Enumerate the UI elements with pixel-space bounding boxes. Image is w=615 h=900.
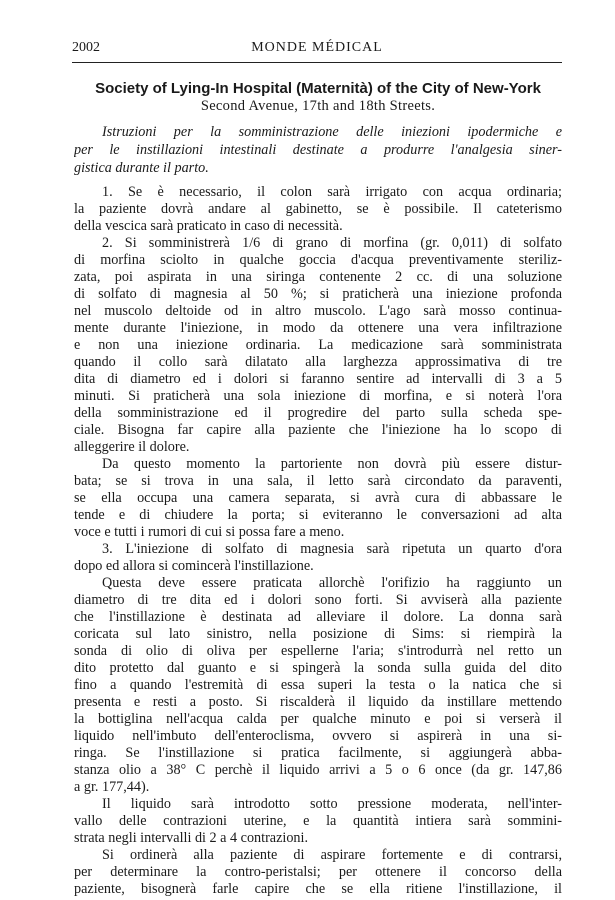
body-line: strata negli intervalli di 2 a 4 contrazioni. — [74, 830, 309, 846]
body-line: che l'instillazione è destinata ad alleviare il dolore. La donna sarà — [74, 609, 562, 625]
body-line: vallo delle contrazioni uterine, e la quantità intiera sarà sommini- — [74, 813, 562, 829]
body-line: dito protetto dal guanto e si spingerà la sonda sulla guida del dito — [74, 660, 562, 676]
body-line: ringa. Se l'instillazione si pratica facilmente, si aggiungerà abba- — [74, 745, 562, 761]
body-line: e non una iniezione ordinaria. La medicazione sarà somministrata — [74, 337, 562, 353]
body-line: minuti. Si praticherà una sola iniezione di morfina, e si noterà l'ora — [74, 388, 562, 404]
body-line: se ella occupa una camera separata, si avrà cura di abbassare le — [74, 490, 562, 506]
body-line: quando il collo sarà dilatato alla larghezza approssimativa di tre — [74, 354, 562, 370]
body-line: della somministrazione ed il progredire del parto sulla scheda spe- — [74, 405, 562, 421]
body-line: dopo ed allora si comincerà l'instillazione. — [74, 558, 314, 574]
body-line: 2. Si somministrerà 1/6 di grano di morfina (gr. 0,011) di solfato — [102, 235, 562, 251]
body-line: liquido nell'imbuto dell'enteroclisma, ovvero si aspirerà in una si- — [74, 728, 562, 744]
body-line: diametro di tre dita ed i dolori sono forti. Si avviserà alla paziente — [74, 592, 562, 608]
body-line: bata; se si trova in una sala, il letto sarà circondato da paraventi, — [74, 473, 562, 489]
article-title: Society of Lying-In Hospital (Maternità) of the City of New-York — [95, 80, 541, 97]
body-line: stanza olio a 38° C perchè il liquido arrivi a 5 o 6 once (da gr. 147,86 — [74, 762, 562, 778]
body-line: Questa deve essere praticata allorchè l'orifizio ha raggiunto un — [102, 575, 562, 591]
body-line: nel muscolo deltoide od in altro muscolo. L'ago sarà mosso continua- — [74, 303, 562, 319]
body-line: di solfato di magnesia al 50 %; si praticherà una iniezione profonda — [74, 286, 562, 302]
body-line: 1. Se è necessario, il colon sarà irrigato con acqua ordinaria; — [102, 184, 562, 200]
body-line: paziente, bisognerà farle capire che se ella ritiene l'instillazione, il — [74, 881, 562, 897]
body-line: la paziente dovrà andare al gabinetto, se è possibile. Il cateterismo — [74, 201, 562, 217]
body-line: Il liquido sarà introdotto sotto pressione moderata, nell'inter- — [102, 796, 562, 812]
body-line: zata, poi aspirata in una siringa contenente 2 cc. di una soluzione — [74, 269, 562, 285]
body-line: mente durante l'iniezione, in modo da ottenere una vera infiltrazione — [74, 320, 562, 336]
journal-title: MONDE MÉDICAL — [251, 40, 383, 55]
intro-line: per le instillazioni intestinali destinate a produrre l'analgesia siner- — [74, 142, 562, 158]
body-line: Si ordinerà alla paziente di aspirare fortemente e di contrarsi, — [102, 847, 562, 863]
body-line: fino a quando l'estremità di essa superi la testa o la natica che si — [74, 677, 562, 693]
body-line: alleggerire il dolore. — [74, 439, 190, 455]
body-line: dita di diametro ed i dolori si faranno sentire ad intervalli di 3 a 5 — [74, 371, 562, 387]
body-line: sonda di olio di oliva per espellerne l'aria; s'introdurrà nel retto un — [74, 643, 562, 659]
body-line: Da questo momento la partoriente non dovrà più essere distur- — [102, 456, 562, 472]
body-line: ciale. Bisogna far capire alla paziente che l'iniezione ha lo scopo di — [74, 422, 562, 438]
body-line: tende e di chiudere la porta; si eviteranno le conversazioni ad alta — [74, 507, 562, 523]
body-line: 3. L'iniezione di solfato di magnesia sarà ripetuta un quarto d'ora — [102, 541, 562, 557]
body-line: di morfina sciolto in qualche goccia d'acqua preventivamente steriliz- — [74, 252, 562, 268]
body-line: coricata sul lato sinistro, nella posizione di Sims: si riempirà la — [74, 626, 562, 642]
body-line: a gr. 177,44). — [74, 779, 150, 795]
body-line: presenta e resti a posto. Si riscalderà il liquido da instillare mettendo — [74, 694, 562, 710]
page-number: 2002 — [72, 40, 100, 55]
article-subtitle: Second Avenue, 17th and 18th Streets. — [200, 98, 436, 114]
intro-line: Istruzioni per la somministrazione delle iniezioni ipodermiche e — [102, 124, 562, 140]
body-line: la bottiglina nell'acqua calda per qualche minuto e poi si verserà il — [74, 711, 562, 727]
intro-line: gistica durante il parto. — [74, 160, 209, 176]
body-line: della vescica sarà praticato in caso di necessità. — [74, 218, 343, 234]
running-header — [72, 40, 562, 63]
body-line: per determinare la contro-peristalsi; per ottenere il concorso della — [74, 864, 562, 880]
body-line: voce e tutti i rumori di cui si possa fare a meno. — [74, 524, 345, 540]
